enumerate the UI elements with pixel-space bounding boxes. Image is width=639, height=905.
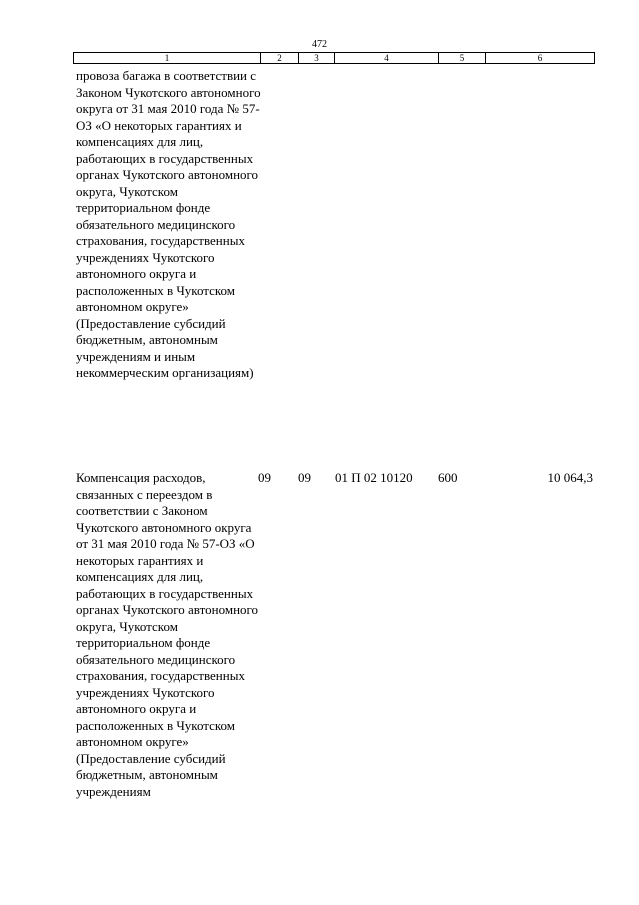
header-col-1: 1 — [74, 53, 261, 63]
header-col-2: 2 — [261, 53, 299, 63]
header-col-6: 6 — [537, 53, 543, 63]
row-2-target-article: 01 П 02 10120 — [335, 470, 413, 485]
row-1-description: провоза багажа в соответствии с Законом Чукотского автономного округа от 31 мая 2010 года № 57-ОЗ «О некоторых гарантиях и компенсациях для лиц, работающих в государственных органах Чукотского автономного округа, Чукотском территориальном фонде обязательного медицинского страхования, государственных учреждениях Чукотского автономного округа и расположенных в Чукотском автономном округе» (Предоставление субсидий бюджетным, автономным учреждениям и иным некоммерческим организациям) — [76, 68, 261, 380]
row-2-description: Компенсация расходов, связанных с переездом в соответствии с Законом Чукотского автономного округа от 31 мая 2010 года № 57-ОЗ «О некоторых гарантиях и компенсациях для лиц, работающих в государственных органах Чукотского автономного округа, Чукотском территориальном фонде обязательного медицинского страхования, государственных учреждениях Чукотского автономного округа и расположенных в Чукотском автономном округе» (Предоставление субсидий бюджетным, автономным учреждениям — [76, 470, 259, 799]
row-2-section-code: 09 — [258, 470, 271, 485]
page-number: 472 — [312, 39, 327, 50]
table-header — [73, 52, 595, 64]
row-2-expense-type: 600 — [438, 470, 458, 485]
row-2-amount: 10 064,3 — [547, 470, 593, 485]
header-col-5: 5 — [439, 53, 486, 63]
header-col-4: 4 — [335, 53, 439, 63]
row-2-subsection-code: 09 — [298, 470, 311, 485]
header-col-3: 3 — [299, 53, 335, 63]
